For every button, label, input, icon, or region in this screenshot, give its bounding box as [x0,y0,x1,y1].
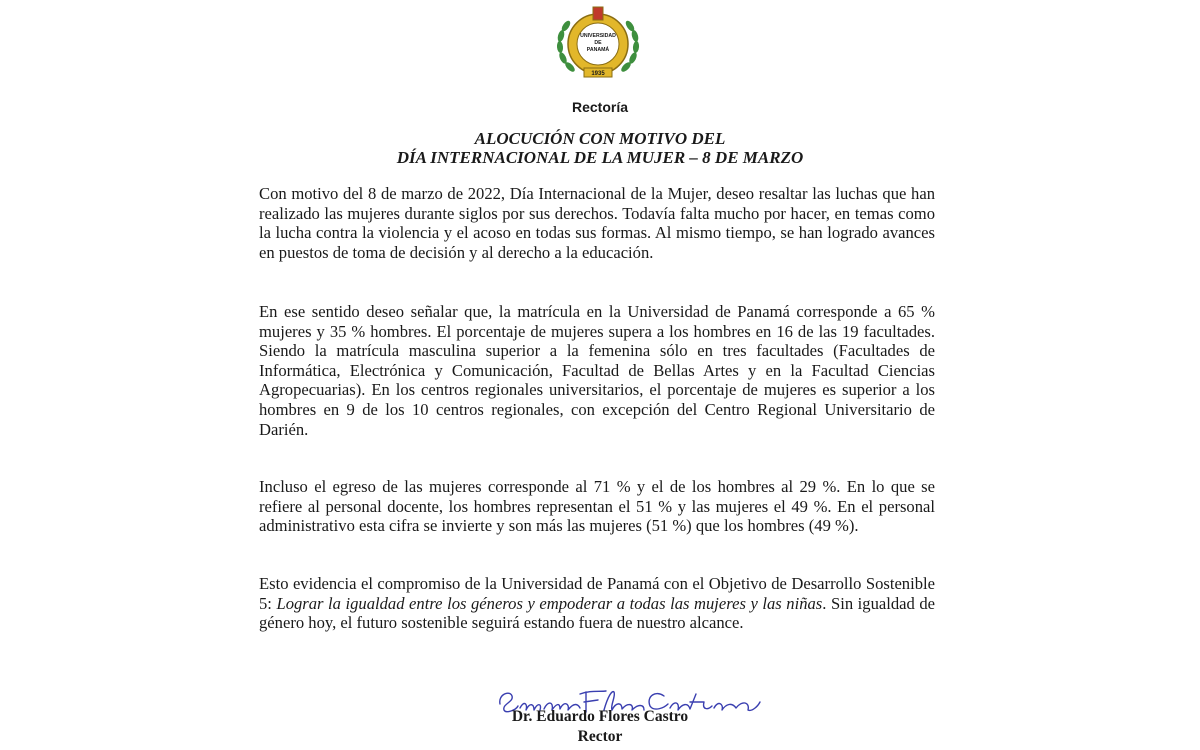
body-paragraph-1: Con motivo del 8 de marzo de 2022, Día Internacional de la Mujer, deseo resaltar las luchas que han realizado las mujeres durante siglos por sus derechos. Todavía falta mucho por hacer, en temas como la lucha contra la violencia y el acoso en todas sus formas. Al mismo tiempo, se han logrado avances en puestos de toma de decisión y al derecho a la educación. [259,184,935,262]
document-title-line-1: ALOCUCIÓN CON MOTIVO DEL [474,129,726,148]
paragraph-text: Esto evidencia el compromiso de la Universidad de Panamá con el Objetivo de Desarrollo Sostenible 5: [259,574,935,613]
seal-year: 1935 [591,71,605,77]
seal-name-text: PANAMÁ [586,47,610,53]
signatory-name: Dr. Eduardo Flores Castro [511,708,689,725]
body-paragraph-2: En ese sentido deseo señalar que, la matrícula en la Universidad de Panamá corresponde a 65 % mujeres y 35 % hombres. El porcentaje de mujeres supera a los hombres en 16 de las 19 facultades. Siendo la matrícula masculina superior a la femenina sólo en tres facultades (Facultades de Informática, Electrónica y Comunicación, Facultad de Bellas Artes y en la Facultad Ciencias Agropecuarias). En los centros regionales universitarios, el porcentaje de mujeres es superior a los hombres en 9 de los 10 centros regionales, con excepción del Centro Regional Universitario de Darién. [259,302,935,439]
body-paragraph-4 [259,574,935,633]
paragraph-text: . Sin igualdad de género hoy, el futuro sostenible seguirá estando fuera de nuestro alcance. [259,593,936,633]
signatory-title: Rector [577,728,623,745]
body-paragraph-3: Incluso el egreso de las mujeres corresponde al 71 % y el de los hombres al 29 %. En lo que se refiere al personal docente, los hombres representan el 51 % y las mujeres el 49 %. En el personal administrativo esta cifra se invierte y son más las mujeres (51 %) que los hombres (49 %). [259,477,935,536]
seal-name-text: UNIVERSIDAD [580,33,616,39]
sdg-goal-quote: Lograr la igualdad entre los géneros y empoderar a todas las mujeres y las niñas [276,593,823,613]
office-heading: Rectoría [571,99,629,115]
seal-top-emblem [593,7,603,20]
document-title-line-2: DÍA INTERNACIONAL DE LA MUJER – 8 DE MARZO [396,148,804,167]
seal-name-text: DE [594,40,602,46]
university-seal [552,4,644,84]
